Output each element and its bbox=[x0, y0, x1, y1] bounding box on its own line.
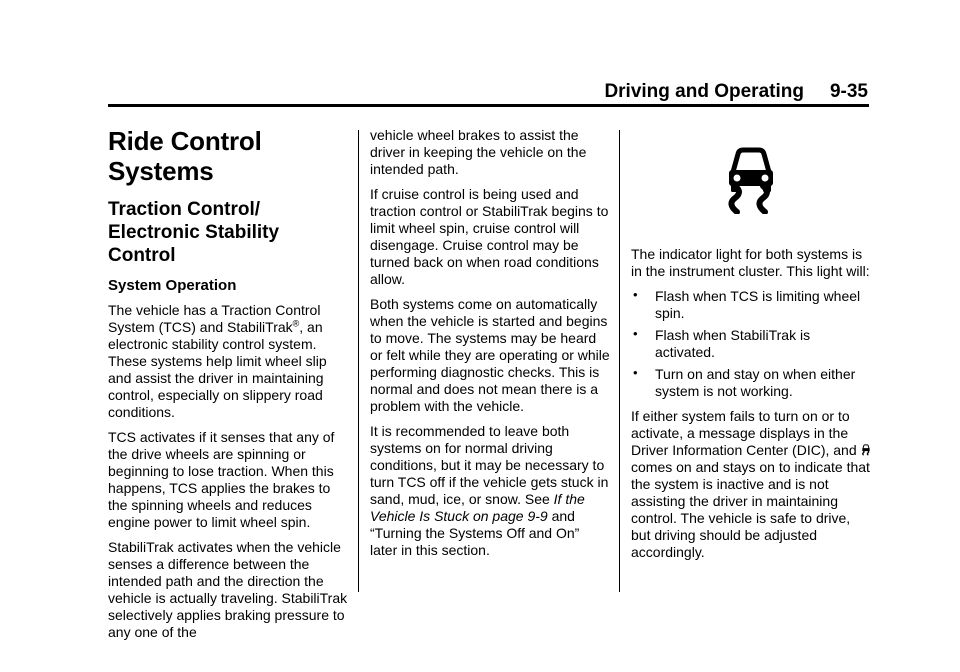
section-heading-line-2: Electronic Stability bbox=[108, 222, 280, 243]
header-rule bbox=[108, 104, 869, 107]
bullet-list bbox=[631, 288, 871, 400]
paragraph: The indicator light for both systems is in the instrument cluster. This light will: bbox=[631, 246, 870, 279]
bullet-marker: • bbox=[633, 287, 638, 302]
paragraph-text: and “Turning the Systems Off and On” later in this section. bbox=[370, 508, 580, 558]
bullet-marker: • bbox=[633, 326, 638, 341]
column-1 bbox=[108, 122, 348, 649]
registered-mark: ® bbox=[292, 318, 300, 329]
column-divider-1 bbox=[358, 130, 359, 592]
paragraph-text: comes on and stays on to indicate that the system is inactive and is not assisting the driver in maintaining control. The vehicle is safe to drive, but driving should be adjusted accordingly. bbox=[631, 459, 870, 560]
paragraph: vehicle wheel brakes to assist the driver in keeping the vehicle on the intended path. bbox=[370, 127, 587, 177]
cross-reference-link[interactable]: If the Vehicle Is Stuck on page 9-9 bbox=[370, 491, 585, 524]
column-2 bbox=[370, 127, 610, 567]
page-header bbox=[584, 80, 868, 104]
paragraph bbox=[631, 408, 871, 561]
section-heading-line-1: Traction Control/ bbox=[108, 199, 260, 220]
paragraph: If cruise control is being used and traction control or StabiliTrak begins to limit wheel spin, cruise control will disengage. Cruise control may be turned back on when road conditions allow. bbox=[370, 186, 609, 287]
paragraph: TCS activates if it senses that any of the drive wheels are spinning or beginning to lose traction. When this happens, TCS applies the brakes to the spinning wheels and reduces engine power to limit wheel spin. bbox=[108, 429, 335, 530]
paragraph-text: It is recommended to leave both systems on for normal driving conditions, but it may be necessary to turn TCS off if the vehicle gets stuck in sand, mud, ice, or snow. See bbox=[370, 423, 609, 507]
paragraph: Both systems come on automatically when the vehicle is started and begins to move. The systems may be heard or felt while they are operating or while performing diagnostic checks. This is normal and does not mean there is a problem with the vehicle. bbox=[370, 296, 610, 414]
column-divider-2 bbox=[619, 130, 620, 592]
paragraph-text: The vehicle has a Traction Control System (TCS) and StabiliTrak bbox=[108, 302, 321, 335]
list-item-text: Flash when StabiliTrak is activated. bbox=[655, 327, 811, 360]
list-item-text: Flash when TCS is limiting wheel spin. bbox=[655, 288, 861, 321]
list-item bbox=[631, 366, 871, 400]
section-title: Driving and Operating bbox=[604, 81, 804, 102]
indicator-icon-container bbox=[631, 142, 871, 234]
list-item-text: Turn on and stay on when either system is not working. bbox=[655, 366, 856, 399]
paragraph-text: , an electronic stability control system. These systems help limit wheel slip and assist the driver in maintaining control, especially on slippery road conditions. bbox=[108, 319, 327, 420]
paragraph bbox=[108, 302, 348, 421]
paragraph: StabiliTrak activates when the vehicle senses a difference between the intended path and the direction the vehicle is actually traveling. StabiliTrak selectively applies braking pressure to any one of the bbox=[108, 539, 348, 640]
section-heading bbox=[108, 198, 348, 267]
list-item bbox=[631, 288, 871, 322]
traction-control-skid-icon bbox=[721, 142, 781, 214]
list-item bbox=[631, 327, 871, 361]
traction-control-skid-icon bbox=[861, 443, 871, 456]
chapter-heading: Ride Control Systems bbox=[108, 126, 262, 186]
subsection-heading: System Operation bbox=[108, 277, 237, 294]
column-3 bbox=[631, 128, 871, 569]
bullet-marker: • bbox=[633, 365, 638, 380]
page-number: 9-35 bbox=[829, 81, 868, 102]
section-heading-line-3: Control bbox=[108, 245, 176, 266]
paragraph bbox=[370, 423, 610, 559]
paragraph-text: If either system fails to turn on or to activate, a message displays in the Driver Information Center (DIC), and bbox=[631, 408, 861, 458]
